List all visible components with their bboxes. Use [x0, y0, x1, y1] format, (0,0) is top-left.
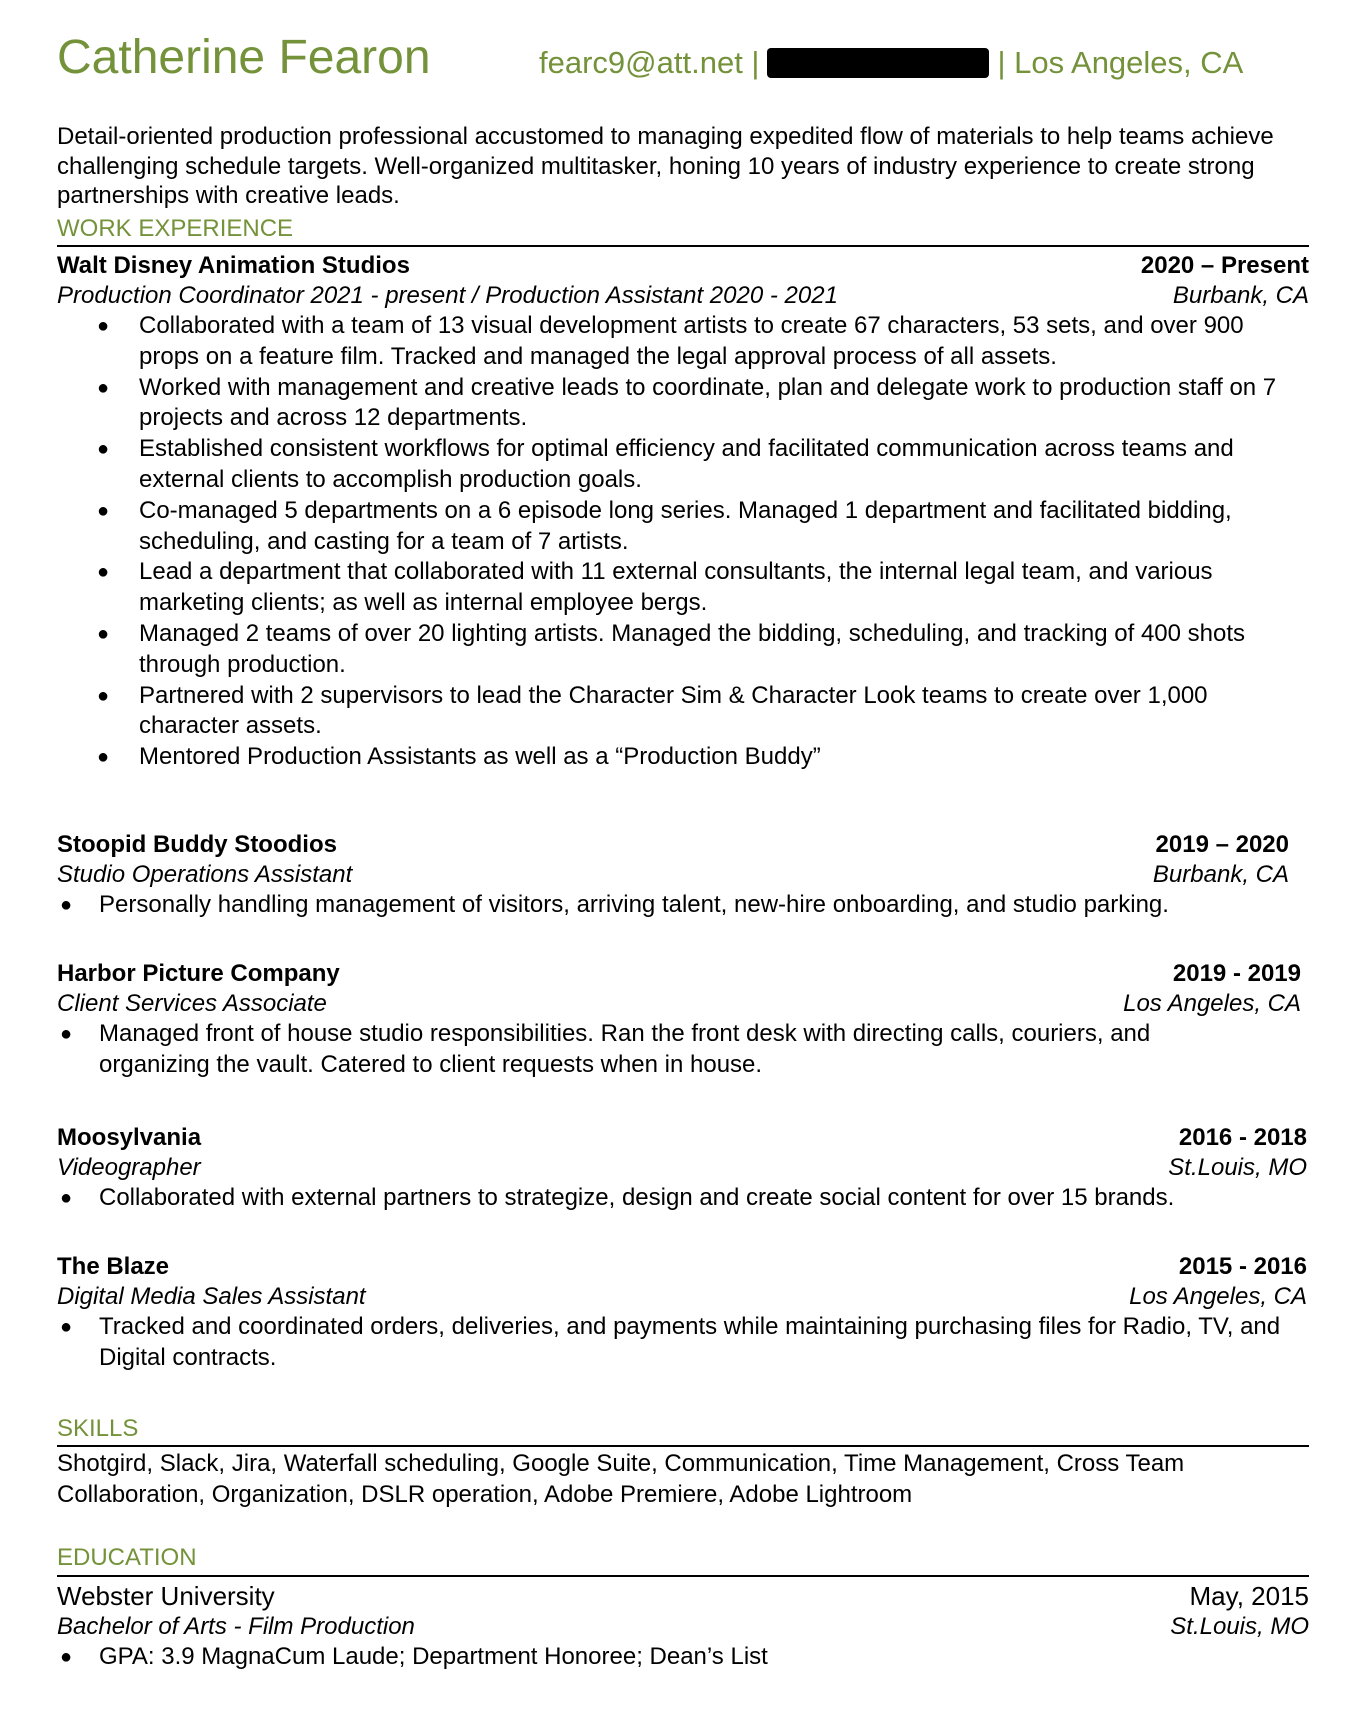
job-bullets — [57, 1183, 1307, 1214]
list-item: ● Managed front of house studio responsibilities. Ran the front desk with directing calls, couriers, and organizing the vault. Catered to client requests when in house. — [60, 1020, 1151, 1078]
bullet-icon: ● — [60, 1646, 73, 1668]
section-divider — [57, 245, 1309, 247]
job-role: Client Services Associate — [57, 990, 327, 1017]
job-role: Digital Media Sales Assistant — [57, 1283, 366, 1310]
resume-header — [57, 30, 1297, 90]
job-dates: 2020 – Present — [1140, 252, 1309, 279]
list-item: ● Managed 2 teams of over 20 lighting artists. Managed the bidding, scheduling, and tracking of 400 shots through production. — [97, 619, 1246, 678]
contact-email: fearc9@att.net | — [539, 45, 760, 80]
education-bullets — [57, 1642, 1309, 1673]
list-item: ● Collaborated with a team of 13 visual development artists to create 67 characters, 53 sets, and over 900 props on a feature film. Tracked and managed the legal approval process of all assets. — [97, 312, 1244, 370]
section-title-work: WORK EXPERIENCE — [57, 215, 294, 242]
education-entry — [57, 1580, 1309, 1673]
job-entry — [57, 1122, 1307, 1214]
bullet-icon: ● — [60, 1316, 73, 1338]
job-location: Burbank, CA — [1172, 282, 1309, 309]
bullet-icon: ● — [60, 1187, 73, 1209]
school-location: St.Louis, MO — [1170, 1613, 1309, 1640]
section-title-education: EDUCATION — [57, 1544, 197, 1571]
bullet-icon: ● — [97, 561, 110, 584]
list-item: ● Established consistent workflows for optimal efficiency and facilitated communication across teams and external clients to accomplish production goals. — [97, 435, 1234, 493]
job-bullets — [57, 890, 1289, 921]
job-bullets — [57, 1312, 1317, 1374]
list-item: ● GPA: 3.9 MagnaCum Laude; Department Honoree; Dean’s List — [57, 1642, 1309, 1673]
candidate-name: Catherine Fearon — [57, 31, 431, 84]
job-role: Production Coordinator 2021 - present / Production Assistant 2020 - 2021 — [57, 282, 838, 309]
job-location: Los Angeles, CA — [1123, 990, 1301, 1017]
list-item: ● Worked with management and creative leads to coordinate, plan and delegate work to production staff on 7 projects and across 12 departments. — [97, 373, 1277, 432]
professional-summary: Detail-oriented production professional accustomed to managing expedited flow of materials to help teams achieve challenging schedule targets. Well-organized multitasker, honing 10 years of industry experience to create strong partnerships with creative leads. — [57, 123, 1274, 209]
job-role: Studio Operations Assistant — [57, 861, 353, 888]
job-location: Burbank, CA — [1152, 861, 1289, 888]
bullet-icon: ● — [97, 315, 110, 337]
job-role: Videographer — [57, 1154, 201, 1181]
job-location: St.Louis, MO — [1168, 1154, 1307, 1181]
job-entry — [57, 1251, 1307, 1374]
bullet-icon: ● — [97, 622, 110, 645]
job-company: Stoopid Buddy Stoodios — [57, 831, 337, 858]
degree: Bachelor of Arts - Film Production — [57, 1613, 415, 1640]
list-item: ● Personally handling management of visitors, arriving talent, new-hire onboarding, and studio parking. — [57, 890, 1289, 921]
bullet-icon: ● — [60, 894, 73, 916]
section-divider — [57, 1575, 1309, 1577]
bullet-icon: ● — [97, 376, 110, 399]
job-dates: 2015 - 2016 — [1178, 1253, 1307, 1280]
job-entry — [57, 250, 1309, 773]
job-company: Moosylvania — [57, 1124, 202, 1151]
bullet-icon: ● — [97, 684, 110, 707]
job-entry — [57, 829, 1289, 921]
job-company: Walt Disney Animation Studios — [57, 252, 410, 279]
job-dates: 2019 – 2020 — [1155, 831, 1289, 858]
section-divider — [57, 1445, 1309, 1447]
job-dates: 2016 - 2018 — [1178, 1124, 1307, 1151]
contact-line — [539, 44, 1243, 82]
list-item: ● Lead a department that collaborated with 11 external consultants, the internal legal team, and various marketing clients; as well as internal employee bergs. — [97, 558, 1213, 617]
bullet-icon: ● — [60, 1023, 73, 1045]
bullet-icon: ● — [97, 499, 110, 522]
list-item: ● Collaborated with external partners to strategize, design and create social content for over 15 brands. — [57, 1183, 1307, 1214]
job-company: Harbor Picture Company — [57, 960, 340, 987]
job-dates: 2019 - 2019 — [1172, 960, 1301, 987]
graduation-date: May, 2015 — [1189, 1581, 1309, 1611]
redacted-phone — [767, 48, 989, 78]
list-item: ● Partnered with 2 supervisors to lead the Character Sim & Character Look teams to create over 1,000 character assets. — [97, 681, 1208, 740]
job-bullets — [57, 311, 1309, 773]
job-bullets — [57, 1019, 1257, 1081]
bullet-icon: ● — [97, 746, 110, 769]
school-name: Webster University — [57, 1581, 275, 1611]
list-item: ● Co-managed 5 departments on a 6 episode long series. Managed 1 department and facilitated bidding, scheduling, and casting for a team of 7 artists. — [97, 496, 1232, 555]
job-company: The Blaze — [57, 1253, 170, 1280]
skills-list: Shotgird, Slack, Jira, Waterfall scheduling, Google Suite, Communication, Time Management, Cross Team Collaboration, Organization, DSLR operation, Adobe Premiere, Adobe Lightroom — [57, 1450, 1185, 1508]
section-title-skills: SKILLS — [57, 1415, 139, 1442]
list-item: ● Tracked and coordinated orders, deliveries, and payments while maintaining purchasing files for Radio, TV, and Digital contracts. — [60, 1313, 1281, 1371]
bullet-icon: ● — [97, 438, 110, 461]
job-entry — [57, 958, 1301, 1081]
contact-location: | Los Angeles, CA — [997, 45, 1244, 80]
list-item: ● Mentored Production Assistants as well as a “Production Buddy” — [57, 742, 1309, 773]
job-location: Los Angeles, CA — [1129, 1283, 1307, 1310]
